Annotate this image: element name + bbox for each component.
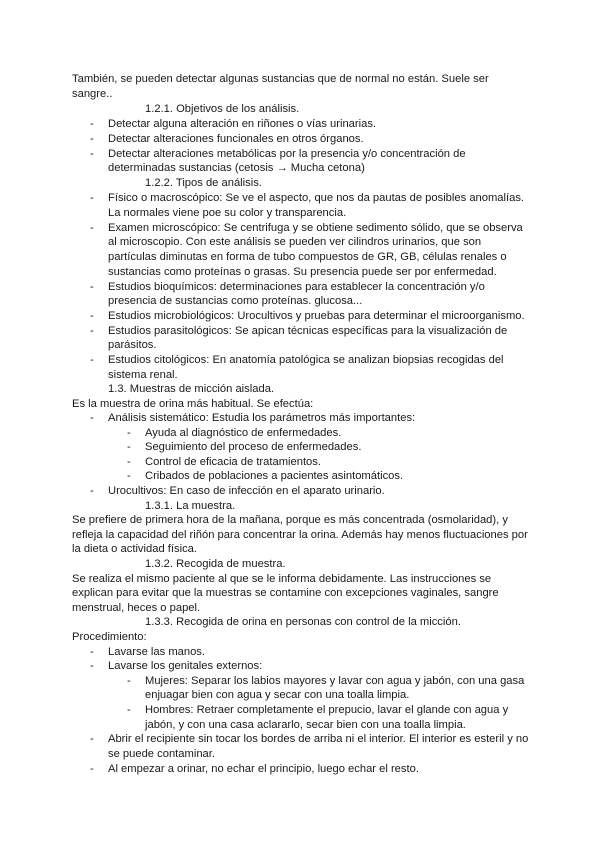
sub-bullet: - — [127, 704, 131, 716]
bullet: - — [90, 660, 94, 672]
paragraph-line: refleja la capacidad del riñón para concentrar la orina. Además hay menos fluctuaciones por — [72, 529, 528, 541]
paragraph-line: Se realiza el mismo paciente al que se le informa debidamente. Las instrucciones se — [72, 573, 492, 585]
sub-list-item: Mujeres: Separar los labios mayores y lavar con agua y jabón, con una gasa — [145, 675, 525, 687]
list-item: Análisis sistemático: Estudia los parámetros más importantes: — [108, 412, 416, 424]
paragraph-line: la dieta o actividad física. — [72, 543, 197, 555]
sub-list-item-cont: enjuagar bien con agua y secar con una toalla limpia. — [145, 689, 410, 701]
bullet: - — [90, 325, 94, 337]
list-item: Estudios citológicos: En anatomía patológica se analizan biopsias recogidas del — [108, 354, 504, 366]
bullet: - — [90, 763, 94, 775]
bullet: - — [90, 733, 94, 745]
bullet: - — [90, 133, 94, 145]
bullet: - — [90, 485, 94, 497]
intro-line: sangre.. — [72, 88, 113, 100]
list-item: Estudios bioquímicos: determinaciones para establecer la concentración y/o — [108, 281, 485, 293]
paragraph: Es la muestra de orina más habitual. Se efectúa: — [72, 398, 314, 410]
sub-list-item: Ayuda al diagnóstico de enfermedades. — [145, 427, 342, 439]
list-item-cont: partículas diminutas en forma de tubo compuestos de GR, GB, células renales o — [108, 251, 507, 263]
sub-list-item: Hombres: Retraer completamente el prepucio, lavar el glande con agua y — [145, 704, 509, 716]
sub-bullet: - — [127, 675, 131, 687]
list-item: Detectar alteraciones funcionales en otros órganos. — [108, 133, 364, 145]
heading-objetivos: 1.2.1. Objetivos de los análisis. — [145, 103, 300, 115]
list-item-cont: parásitos. — [108, 339, 157, 351]
heading-tipos: 1.2.2. Tipos de análisis. — [145, 177, 262, 189]
list-item: Lavarse los genitales externos: — [108, 660, 263, 672]
sub-list-item: Seguimiento del proceso de enfermedades. — [145, 441, 362, 453]
sub-list-item: Control de eficacia de tratamientos. — [145, 456, 321, 468]
sub-bullet: - — [127, 470, 131, 482]
paragraph-line: menstrual, heces o papel. — [72, 602, 201, 614]
list-item-cont: sustancias como proteínas o grasas. Su presencia puede ser por enfermedad. — [108, 266, 497, 278]
bullet: - — [90, 222, 94, 234]
bullet: - — [90, 412, 94, 424]
bullet: - — [90, 354, 94, 366]
list-item: Abrir el recipiente sin tocar los bordes de arriba ni el interior. El interior es esteril y no — [108, 733, 529, 745]
bullet: - — [90, 281, 94, 293]
list-item: Lavarse las manos. — [108, 646, 206, 658]
list-item-cont: sistema renal. — [108, 369, 178, 381]
list-item: Detectar alguna alteración en riñones o vías urinarias. — [108, 118, 377, 130]
heading-recogida: 1.3.2. Recogida de muestra. — [145, 558, 286, 570]
heading-control: 1.3.3. Recogida de orina en personas con control de la micción. — [145, 616, 461, 628]
list-item-cont: La normales viene poe su color y transparencia. — [108, 207, 347, 219]
list-item: Estudios microbiológicos: Urocultivos y pruebas para determinar el microorganismo. — [108, 310, 525, 322]
bullet: - — [90, 310, 94, 322]
paragraph-line: Se prefiere de primera hora de la mañana, porque es más concentrada (osmolaridad), y — [72, 514, 508, 526]
procedimiento-label: Procedimiento: — [72, 631, 147, 643]
sub-list-item: Cribados de poblaciones a pacientes asintomáticos. — [145, 470, 404, 482]
list-item: Examen microscópico: Se centrifuga y se obtiene sedimento sólido, que se observa — [108, 222, 523, 234]
list-item: Urocultivos: En caso de infección en el aparato urinario. — [108, 485, 385, 497]
list-item-cont: determinadas sustancias (cetosis → Mucha cetona) — [108, 162, 365, 174]
list-item-cont: presencia de sustancias como proteínas. glucosa... — [108, 295, 363, 307]
list-item: Físico o macroscópico: Se ve el aspecto, que nos da pautas de posibles anomalías. — [108, 192, 525, 204]
list-item: Estudios parasitológicos: Se apican técnicas específicas para la visualización de — [108, 325, 508, 337]
list-item: Detectar alteraciones metabólicas por la presencia y/o concentración de — [108, 148, 466, 160]
bullet: - — [90, 118, 94, 130]
heading-la-muestra: 1.3.1. La muestra. — [145, 500, 236, 512]
sub-bullet: - — [127, 441, 131, 453]
intro-line: También, se pueden detectar algunas sustancias que de normal no están. Suele ser — [72, 73, 489, 85]
sub-bullet: - — [127, 427, 131, 439]
heading-muestras: 1.3. Muestras de micción aislada. — [108, 383, 275, 395]
list-item-cont: se puede contaminar. — [108, 748, 215, 760]
paragraph-line: explican para evitar que la muestras se contamine con excepciones vaginales, sangre — [72, 587, 499, 599]
sub-list-item-cont: jabón, y con una casa aclararlo, secar bien con una toalla limpia. — [145, 719, 466, 731]
sub-bullet: - — [127, 456, 131, 468]
bullet: - — [90, 192, 94, 204]
bullet: - — [90, 148, 94, 160]
bullet: - — [90, 646, 94, 658]
list-item: Al empezar a orinar, no echar el principio, luego echar el resto. — [108, 763, 419, 775]
list-item-cont: al microscopio. Con este análisis se pueden ver cilindros urinarios, que son — [108, 236, 482, 248]
